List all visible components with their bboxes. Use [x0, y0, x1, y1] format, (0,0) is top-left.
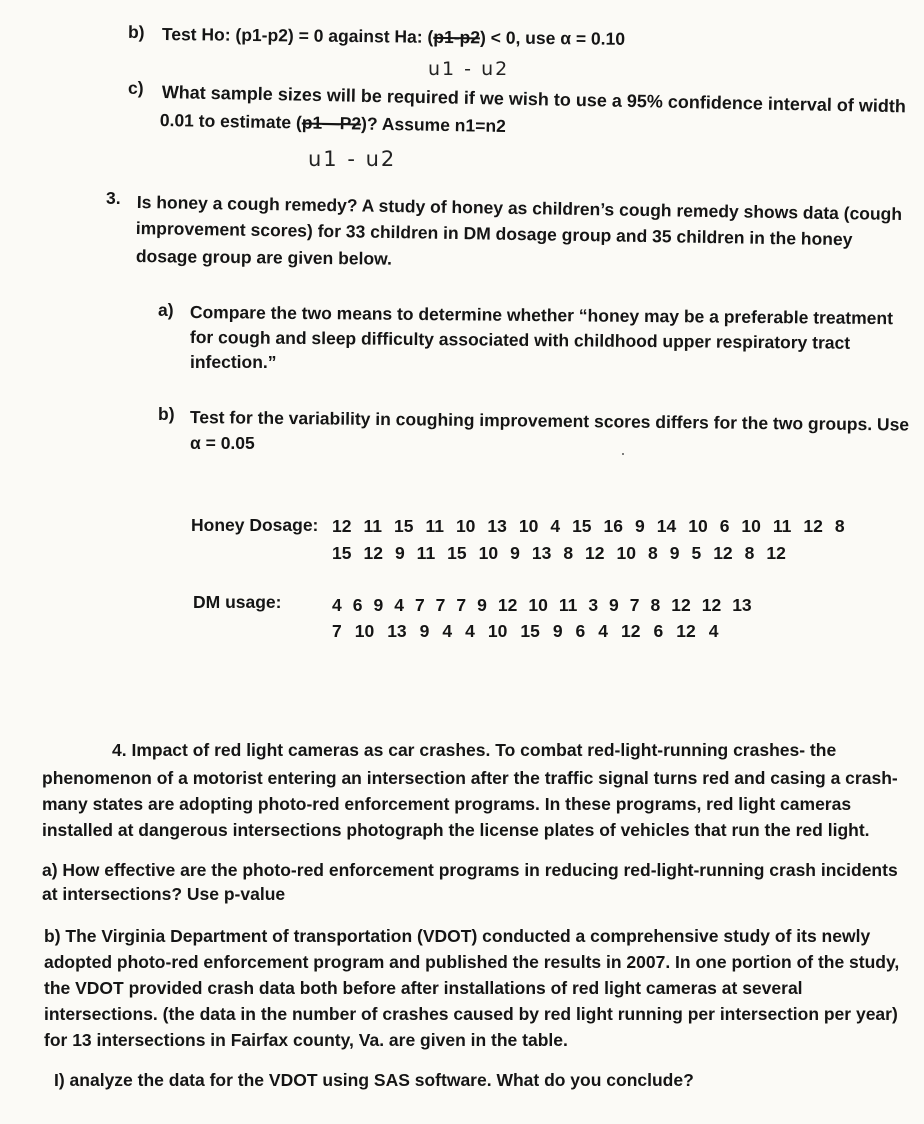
score-value: 8 — [650, 595, 661, 615]
q2b-text-part2: ) < 0, use α = 0.10 — [479, 27, 626, 49]
score-value: 8 — [744, 543, 755, 563]
score-value: 13 — [387, 621, 407, 641]
score-value: 15 — [393, 516, 414, 536]
score-value: 6 — [719, 516, 730, 536]
dm-label: DM usage: — [193, 592, 282, 612]
score-value: 12 — [497, 595, 518, 615]
score-value: 10 — [741, 516, 761, 536]
q2c-label: c) — [128, 78, 144, 98]
score-value: 12 — [671, 595, 691, 615]
score-value: 12 — [766, 543, 786, 563]
score-value: 9 — [609, 595, 619, 615]
q3-line1: Is honey a cough remedy? A study of honey as children’s cough remedy shows data (cough — [136, 192, 903, 225]
score-value: 10 — [487, 621, 508, 641]
score-value: 9 — [552, 621, 563, 641]
score-value: 12 — [713, 543, 733, 563]
score-value: 10 — [528, 595, 548, 615]
score-value: 12 — [585, 543, 605, 563]
score-value: 8 — [647, 543, 658, 563]
score-value: 12 — [701, 595, 722, 615]
q2b-text-part1: Test Ho: (p1-p2) = 0 against Ha: ( — [161, 24, 434, 47]
honey-scores-row1 — [332, 516, 857, 536]
score-value: 15 — [447, 543, 467, 563]
q2b-text — [162, 24, 625, 49]
score-value: 5 — [691, 543, 702, 563]
q2c-line2 — [160, 110, 506, 136]
q3-line3: dosage group are given below. — [135, 246, 393, 269]
score-value: 14 — [656, 516, 677, 536]
score-value: 11 — [772, 516, 792, 536]
score-value: 9 — [669, 543, 680, 563]
score-value: 7 — [629, 595, 640, 615]
q4-line4: installed at dangerous intersections photograph the license plates of vehicles that run the red light. — [42, 820, 870, 840]
honey-scores-row2 — [332, 543, 798, 563]
score-value: 9 — [510, 543, 520, 563]
q4b-line2: adopted photo-red enforcement program and published the results in 2007. In one portion of the study, — [44, 952, 900, 972]
score-value: 16 — [603, 516, 624, 536]
q4b-line3: the VDOT provided crash data both before after installations of red light cameras at several — [44, 978, 803, 998]
score-value: 4 — [708, 621, 719, 641]
score-value: 7 — [435, 595, 446, 615]
score-value: 9 — [477, 595, 487, 615]
score-value: 10 — [354, 621, 375, 641]
score-value: 13 — [531, 543, 552, 563]
score-value: 12 — [676, 621, 696, 641]
q4-line2: phenomenon of a motorist entering an intersection after the traffic signal turns red and casing a crash- — [42, 768, 898, 788]
q2c-text-part1: 0.01 to estimate ( — [159, 110, 302, 133]
q2b-label: b) — [127, 21, 145, 43]
score-value: 10 — [518, 516, 539, 536]
score-value: 6 — [352, 595, 363, 615]
q3-line2: improvement scores) for 33 children in DM dosage group and 35 children in the honey — [135, 218, 853, 250]
score-value: 9 — [373, 595, 384, 615]
score-value: 7 — [456, 595, 467, 615]
score-value: 15 — [572, 516, 592, 536]
q4-line1: 4. Impact of red light cameras as car crashes. To combat red-light-running crashes- the — [112, 740, 837, 760]
score-value: 8 — [834, 516, 845, 536]
q4a-line1: a) How effective are the photo-red enforcement programs in reducing red-light-running crash incidents — [42, 860, 898, 880]
score-value: 4 — [465, 621, 475, 641]
q4a-line2: at intersections? Use p-value — [42, 884, 286, 904]
score-value: 15 — [520, 621, 540, 641]
score-value: 13 — [732, 595, 752, 615]
q2c-struck-text: p1—P2 — [301, 112, 362, 134]
q4-i-line: I) analyze the data for the VDOT using SAS software. What do you conclude? — [54, 1070, 694, 1090]
score-value: 9 — [394, 543, 405, 563]
score-value: 11 — [416, 543, 436, 563]
score-value: 12 — [363, 543, 383, 563]
q3b-line1: Test for the variability in coughing improvement scores differs for the two groups. Use — [189, 407, 910, 435]
q2b-handwritten-note: u1 - u2 — [428, 58, 510, 80]
score-value: 4 — [394, 595, 404, 615]
q3b-label: b) — [158, 404, 175, 424]
score-value: 9 — [635, 516, 645, 536]
score-value: 10 — [478, 543, 499, 563]
score-value: 4 — [332, 595, 342, 615]
score-value: 4 — [550, 516, 561, 536]
score-value: 7 — [332, 621, 342, 641]
score-value: 12 — [332, 516, 352, 536]
score-value: 11 — [363, 516, 382, 536]
dm-scores-row2 — [332, 621, 731, 641]
stray-mark — [622, 453, 624, 455]
score-value: 13 — [487, 516, 507, 536]
q3b-line2: α = 0.05 — [190, 433, 255, 453]
q2b-struck-text: p1-p2 — [433, 26, 481, 48]
q2c-line1: What sample sizes will be required if we wish to use a 95% confidence interval of width — [161, 82, 907, 117]
score-value: 6 — [653, 621, 664, 641]
honey-label: Honey Dosage: — [191, 515, 319, 535]
q3a-line2: for cough and sleep difficulty associated with childhood upper respiratory tract — [189, 327, 851, 353]
score-value: 11 — [558, 595, 578, 615]
score-value: 12 — [803, 516, 823, 536]
score-value: 10 — [616, 543, 636, 563]
q3a-line3: infection.” — [190, 352, 277, 372]
q2c-text-part2: )? Assume n1=n2 — [360, 113, 507, 137]
q4b-line4: intersections. (the data in the number of crashes caused by red light running per intersection per year) — [44, 1004, 898, 1024]
score-value: 15 — [332, 543, 352, 563]
score-value: 10 — [455, 516, 476, 536]
q4b-line1: b) The Virginia Department of transportation (VDOT) conducted a comprehensive study of its newly — [44, 926, 871, 946]
score-value: 4 — [442, 621, 453, 641]
q2c-handwritten-note: u1 - u2 — [308, 147, 397, 171]
score-value: 4 — [598, 621, 609, 641]
score-value: 9 — [419, 621, 430, 641]
q3-number: 3. — [106, 188, 121, 208]
score-value: 3 — [588, 595, 599, 615]
q3a-label: a) — [158, 300, 174, 320]
q4b-line5: for 13 intersections in Fairfax county, Va. are given in the table. — [44, 1030, 568, 1050]
score-value: 10 — [688, 516, 708, 536]
score-value: 7 — [414, 595, 425, 615]
score-value: 6 — [575, 621, 586, 641]
score-value: 12 — [621, 621, 641, 641]
dm-scores-row1 — [332, 595, 763, 615]
score-value: 8 — [563, 543, 574, 563]
q3a-line1: Compare the two means to determine whether “honey may be a preferable treatment — [189, 302, 894, 329]
score-value: 11 — [425, 516, 444, 536]
q4-line3: many states are adopting photo-red enforcement programs. In these programs, red light cameras — [42, 794, 852, 814]
